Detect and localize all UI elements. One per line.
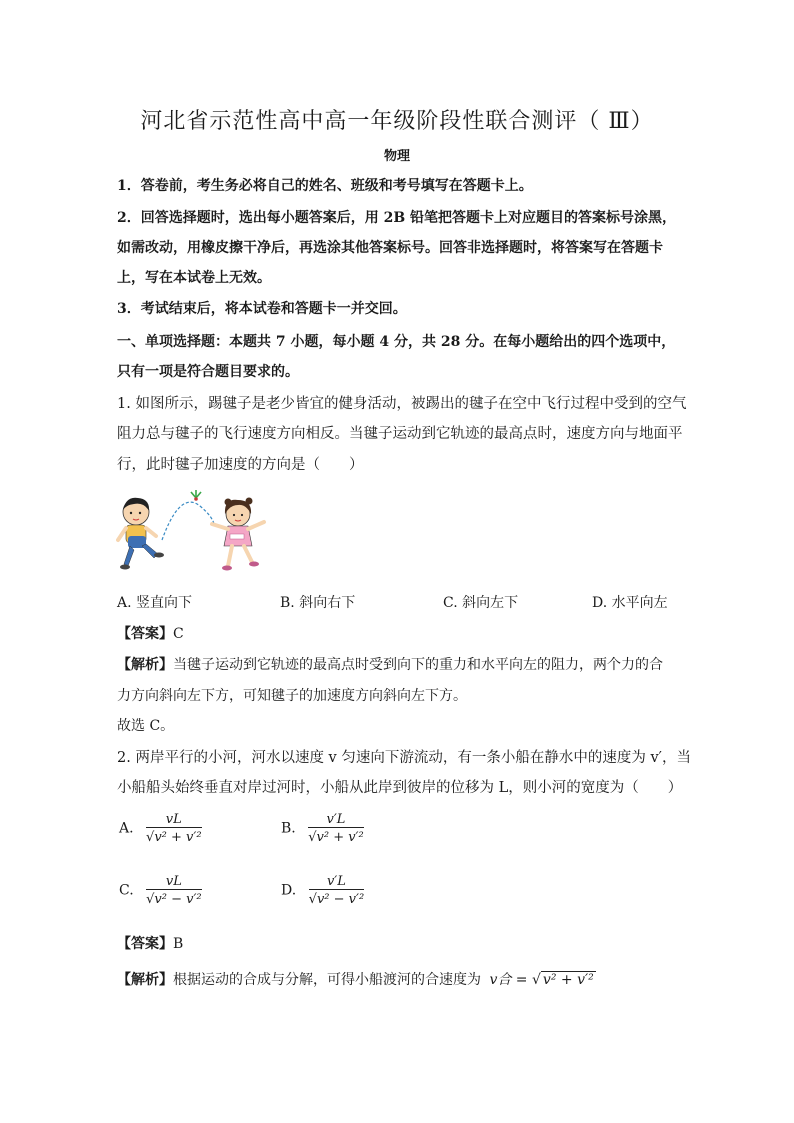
fraction: [308, 812, 364, 845]
fraction-numerator: v′L: [326, 812, 346, 827]
instruction-2: 2．回答选择题时，选出每小题答案后，用 2B 铅笔把答题卡上对应题目的答案标号涂黑，: [117, 210, 677, 226]
formula-lhs: v合 =: [489, 972, 528, 988]
q2-option-b: [281, 812, 364, 845]
exam-title: 河北省示范性高中高一年级阶段性联合测评（ Ⅲ）: [140, 109, 654, 134]
q1-option-d: D. 水平向左: [592, 595, 668, 611]
q2-line-2: 小船船头始终垂直对岸过河时，小船从此岸到彼岸的位移为 L，则小河的宽度为（ ）: [117, 780, 683, 796]
radicand: v² + v′²: [154, 830, 202, 845]
formula-radicand: v² + v′²: [542, 972, 594, 988]
fraction-numerator: vL: [165, 874, 182, 889]
radicand: v² − v′²: [154, 892, 202, 907]
option-label: D.: [281, 882, 297, 899]
q1-option-a: A. 竖直向下: [117, 595, 193, 611]
instruction-2-cont: 如需改动，用橡皮擦干净后，再选涂其他答案标号。回答非选择题时，将答案写在答题卡: [117, 240, 663, 256]
q1-conclusion: 故选 C。: [117, 718, 175, 734]
formula-rhs: √ v² + v′²: [532, 972, 594, 988]
q2-analysis: [117, 970, 596, 990]
analysis-tag: 【解析】: [117, 657, 173, 673]
q2-option-d: [281, 874, 364, 907]
q1-line-1: 1. 如图所示，踢毽子是老少皆宜的健身活动，被踢出的毽子在空中飞行过程中受到的空气: [117, 396, 687, 412]
answer-tag: 【答案】: [117, 936, 173, 952]
q1-analysis-cont: 力方向斜向左下方，可知毽子的加速度方向斜向左下方。: [117, 688, 467, 704]
q1-line-3: 行，此时毽子加速度的方向是（ ）: [117, 457, 364, 473]
fraction: [309, 874, 365, 907]
section-heading-cont: 只有一项是符合题目要求的。: [117, 364, 299, 380]
q1-line-2: 阻力总与毽子的飞行速度方向相反。当毽子运动到它轨迹的最高点时，速度方向与地面平: [117, 426, 683, 442]
section-heading: 一、单项选择题：本题共 7 小题，每小题 4 分，共 28 分。在每小题给出的四个选项中，: [117, 334, 676, 350]
answer-value: B: [173, 936, 184, 952]
q2-option-a: [119, 812, 202, 845]
q1-option-c: C. 斜向左下: [443, 595, 519, 611]
instruction-1: 1．答卷前，考生务必将自己的姓名、班级和考号填写在答题卡上。: [117, 178, 533, 194]
q2-answer: [117, 934, 183, 954]
answer-value: C: [173, 626, 184, 642]
instruction-3: 3．考试结束后，将本试卷和答题卡一并交回。: [117, 301, 407, 317]
shuttlecock-illustration: [116, 484, 276, 580]
instruction-2-end: 上，写在本试卷上无效。: [117, 270, 271, 286]
analysis-text: 当毽子运动到它轨迹的最高点时受到向下的重力和水平向左的阻力，两个力的合: [173, 657, 663, 673]
option-label: B.: [281, 820, 296, 837]
radicand: v² + v′²: [316, 830, 364, 845]
q1-option-b: B. 斜向右下: [280, 595, 356, 611]
fraction-denominator: √v² + v′²: [308, 827, 364, 845]
option-label: A.: [119, 820, 134, 837]
analysis-text: 根据运动的合成与分解，可得小船渡河的合速度为: [173, 972, 481, 988]
q2-option-c: [119, 874, 202, 907]
fraction-numerator: v′L: [326, 874, 346, 889]
q1-analysis: [117, 655, 663, 675]
fraction-denominator: √v² + v′²: [146, 827, 202, 845]
fraction: [146, 874, 202, 907]
fraction-numerator: vL: [165, 812, 182, 827]
answer-tag: 【答案】: [117, 626, 173, 642]
fraction-denominator: √v² − v′²: [146, 889, 202, 907]
subject-heading: 物理: [383, 149, 410, 164]
fraction-denominator: √v² − v′²: [309, 889, 365, 907]
option-label: C.: [119, 882, 134, 899]
q2-line-1: 2. 两岸平行的小河，河水以速度 v 匀速向下游流动，有一条小船在静水中的速度为 v′，当: [117, 750, 691, 766]
analysis-tag: 【解析】: [117, 972, 173, 988]
q1-answer: [117, 624, 184, 644]
fraction: [146, 812, 202, 845]
radicand: v² − v′²: [316, 892, 365, 907]
